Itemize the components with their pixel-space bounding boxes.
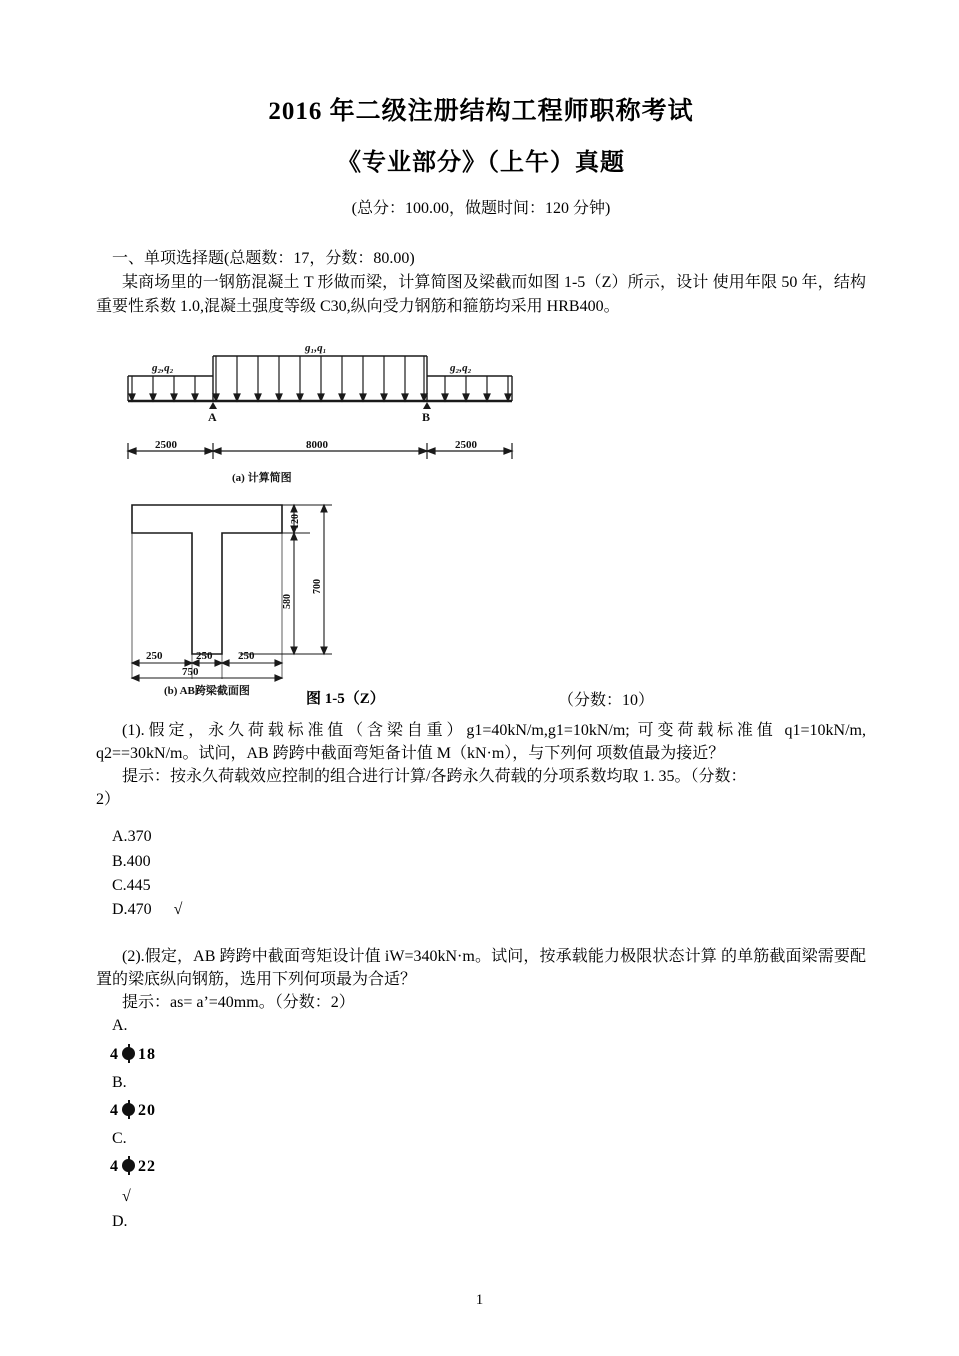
correct-answer-check-icon-q2: √ <box>122 1188 131 1206</box>
option-b-q2-label: B. <box>112 1073 127 1091</box>
question-1-hint <box>96 765 866 788</box>
load-arrows-mid <box>213 356 427 401</box>
label-flange-thickness: 120 <box>290 513 301 529</box>
question-1-text: (1).假定，永久荷载标准值（含梁自重）g1=40kN/m,g1=10kN/m; 可变荷载标准值 q1=10kN/m, q2==30kN/m。试问，AB 跨跨中截面弯矩备计值 M（kN·m），与下列何 项数值最为接近？ <box>96 721 866 762</box>
spacer <box>96 923 866 945</box>
label-support-b: B <box>422 409 431 424</box>
label-dim-mid: 8000 <box>306 438 328 451</box>
option-b-q2[interactable] <box>96 1071 866 1095</box>
question-1-score-open: （分数： <box>690 768 747 786</box>
option-a-q2-label: A. <box>112 1017 128 1035</box>
figure-drawing <box>110 329 530 697</box>
option-a-q2-count: 4 <box>110 1045 119 1063</box>
subfigure-a-caption: (a) 计算简图 <box>232 471 292 484</box>
page-number: 1 <box>475 1292 484 1308</box>
label-web-depth: 580 <box>282 593 293 609</box>
question-1-score-close: 2） <box>96 791 121 809</box>
section-score: （分数：10） <box>558 691 655 709</box>
option-c-q2-label: C. <box>112 1129 127 1147</box>
load-arrows-right <box>442 376 511 401</box>
question-1-hint-text: 提示：按永久荷载效应控制的组合进行计算/各跨永久荷载的分项系数均取 1. 35。 <box>122 768 691 786</box>
label-load-mid: g₁,q₁ <box>305 341 327 354</box>
label-load-right: g₂,q₂ <box>450 361 472 374</box>
option-c-q2[interactable] <box>96 1127 866 1151</box>
label-total-width: 750 <box>182 665 199 678</box>
option-c-q1[interactable] <box>96 874 866 898</box>
option-a-q2[interactable] <box>96 1014 866 1038</box>
subfigure-b-caption: (b) AB跨梁截面图 <box>164 684 250 697</box>
option-d-q2[interactable] <box>96 1210 866 1234</box>
hrb400-rebar-icon <box>122 1103 135 1116</box>
figure-caption: 图 1-5（Z） <box>306 690 385 707</box>
option-b-q2-count: 4 <box>110 1101 119 1119</box>
option-d-q1[interactable] <box>96 898 866 922</box>
option-a-q2-size: 18 <box>138 1045 156 1063</box>
option-d-q2-label: D. <box>112 1213 128 1231</box>
label-w1: 250 <box>146 649 163 662</box>
label-w3: 250 <box>238 649 255 662</box>
label-dim-left: 2500 <box>155 438 177 451</box>
correct-answer-check-icon-q1: √ <box>173 901 183 919</box>
option-d-q1-label: D. <box>112 901 128 919</box>
label-total-depth: 700 <box>312 578 323 594</box>
option-b-q1-label: B. <box>112 852 127 870</box>
option-b-q1[interactable] <box>96 850 866 874</box>
option-a-q1[interactable] <box>96 825 866 849</box>
page-title: 2016 年二级注册结构工程师职称考试 <box>268 98 694 125</box>
spacer <box>96 811 866 825</box>
page-subtitle: 《专业部分》（上午）真题 <box>337 149 625 176</box>
option-d-q1-value: 470 <box>127 901 152 919</box>
figure-svg <box>110 329 530 697</box>
label-dim-right: 2500 <box>455 438 477 451</box>
option-c-q2-size: 22 <box>138 1158 156 1176</box>
option-c-q2-count: 4 <box>110 1158 119 1176</box>
figure-1-5 <box>96 329 866 719</box>
label-support-a: A <box>208 409 217 424</box>
exam-meta: (总分：100.00，做题时间：120 分钟) <box>351 199 611 217</box>
load-arrows-left <box>129 376 198 401</box>
option-c-q1-label: C. <box>112 877 127 895</box>
question-stem: 某商场里的一钢筋混凝土 T 形做而梁，计算简图及梁截而如图 1-5（Z）所示，设计 使用年限 50 年，结构重要性系数 1.0,混凝土强度等级 C30,纵向受力钢筋和箍筋均采用 HRB400。 <box>96 273 866 315</box>
section-heading: 一、单项选择题(总题数：17，分数：80.00) <box>112 250 415 268</box>
page-content <box>96 0 866 1235</box>
option-b-q2-size: 20 <box>138 1101 156 1119</box>
label-load-left: g₂,q₂ <box>152 361 174 374</box>
label-w2: 250 <box>196 649 213 662</box>
tee-section-outline <box>132 505 282 654</box>
option-b-q2-rebar <box>96 1095 866 1127</box>
option-a-q2-rebar <box>96 1039 866 1071</box>
option-b-q1-value: 400 <box>126 852 151 870</box>
support-markers <box>209 402 431 409</box>
option-c-q1-value: 445 <box>126 877 151 895</box>
question-2-text: (2).假定，AB 跨跨中截面弯矩设计值 iW=340kN·m。试问，按承载能力极限状态计算 的单筋截面梁需要配置的梁底纵向钢筋，选用下列何项最为合适？ <box>96 947 866 988</box>
hrb400-rebar-icon <box>122 1047 135 1060</box>
option-a-q1-value: 370 <box>127 828 152 846</box>
option-a-q1-label: A. <box>112 828 128 846</box>
option-c-q2-rebar <box>96 1151 866 1183</box>
question-2-hint: 提示：as= a’=40mm。（分数：2） <box>122 994 355 1012</box>
hrb400-rebar-icon <box>122 1159 135 1172</box>
